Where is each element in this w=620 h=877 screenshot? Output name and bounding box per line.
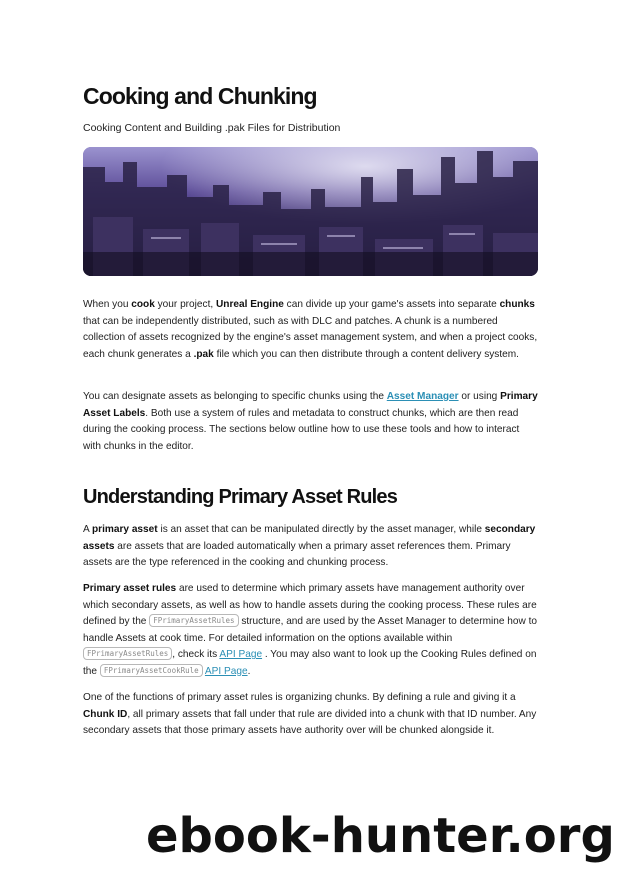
hero-image [83, 147, 538, 276]
bold-text: chunks [499, 299, 535, 310]
primary-asset-paragraph: A primary asset is an asset that can be manipulated directly by the asset manager, while secondary assets are assets that are loaded automatically when a primary asset references them. Primary assets are the type referenced in the cooking and chunking process. [83, 524, 536, 568]
bold-text: Unreal Engine [215, 299, 284, 310]
bold-text: Chunk ID [83, 708, 128, 720]
bold-text: .pak [193, 348, 214, 360]
code-tag: FPrimaryAssetCookRule [100, 664, 203, 677]
watermark-text: ebook-hunter.org [146, 808, 615, 864]
page-title: Cooking and Chunking [83, 83, 317, 109]
asset-rules-paragraph: Primary asset rules are used to determine which primary assets have management authority over which secondary assets, as well as how to handle assets during the cooking process. These rules are defined by the FPrimaryAssetRules structure, and are used by the Asset Manager to determine how to handle Assets at cook time. For detailed information on the options available within FPrimaryAssetRules , check its API Page . You may also want to look up the Cooking Rules defined on the FPrimaryAssetCookRule API Page. [83, 583, 538, 677]
designate-paragraph: You can designate assets as belonging to specific chunks using the Asset Manager or using Primary Asset Labels. Both use a system of rules and metadata to construct chunks, which are then read during the cooking process. The sections below outline how to use these tools and how to interact with chunks in the editor. [83, 391, 538, 452]
section-heading: Understanding Primary Asset Rules [83, 486, 398, 508]
asset-manager-link[interactable]: Asset Manager [386, 391, 459, 402]
code-tag: FPrimaryAssetRules [149, 614, 238, 627]
intro-paragraph: When you cook your project, Unreal Engine can divide up your game's assets into separate chunks that can be independently distributed, such as with DLC and patches. A chunk is a numbered collection of assets recognized by the engine's asset management system, and when a project cooks, each chunk generates a .pak file which you can then distribute through a content delivery system. [83, 299, 538, 360]
bold-text: Primary asset rules [83, 583, 177, 594]
city-skyline-illustration [83, 147, 538, 276]
bold-text: cook [131, 299, 155, 310]
code-tag: FPrimaryAssetRules [83, 647, 172, 660]
chunk-id-paragraph: One of the functions of primary asset rules is organizing chunks. By defining a rule and giving it a Chunk ID, all primary assets that fall under that rule are divided into a chunk with that ID number. Any secondary assets that those primary assets have authority over will be chunked alongside it. [83, 692, 537, 736]
page-subtitle: Cooking Content and Building .pak Files for Distribution [83, 122, 341, 134]
bold-text: primary asset [91, 524, 158, 535]
bold-text: Primary Asset Labels [83, 391, 538, 419]
bold-text: secondary assets [83, 524, 536, 552]
api-page-link[interactable]: API Page [204, 665, 248, 677]
api-page-link[interactable]: API Page [219, 649, 263, 660]
